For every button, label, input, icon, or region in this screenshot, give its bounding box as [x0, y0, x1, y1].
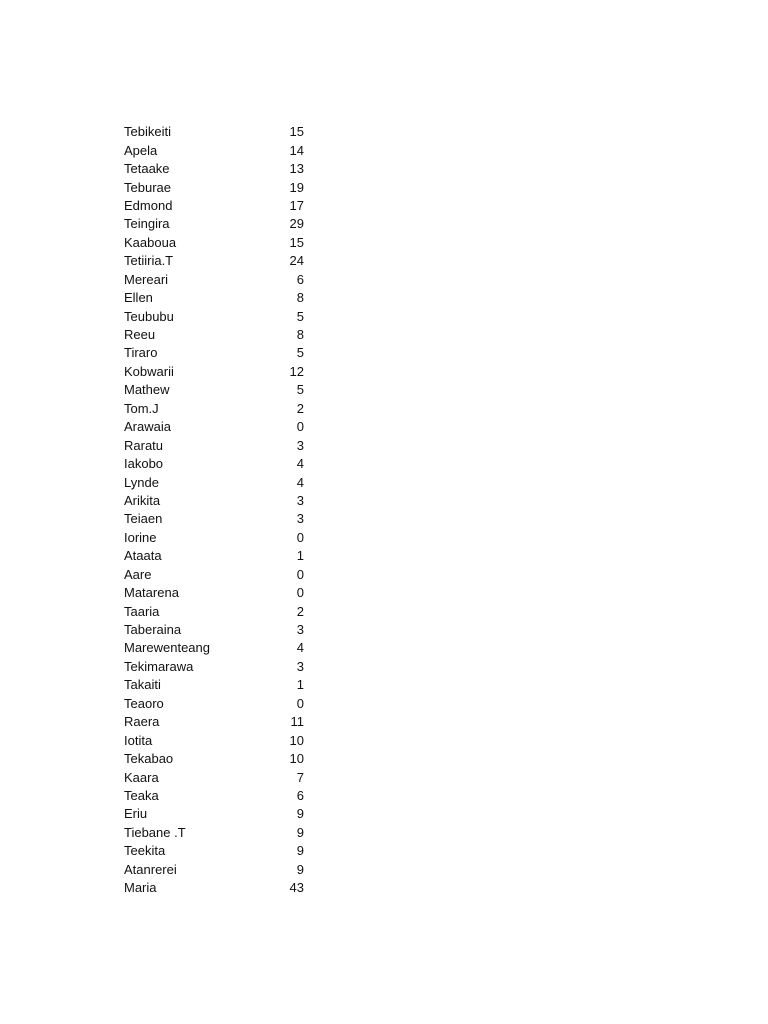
list-row	[124, 695, 308, 713]
row-name: Taaria	[124, 603, 160, 619]
row-value: 13	[289, 161, 304, 177]
row-name: Atanrerei	[124, 861, 177, 877]
row-name: Reeu	[124, 327, 156, 343]
name-value-list	[124, 123, 308, 897]
list-row	[124, 731, 308, 749]
row-name: Kobwarii	[124, 363, 174, 379]
row-name: Taberaina	[124, 622, 182, 638]
list-row	[124, 602, 308, 620]
row-name: Tom.J	[124, 400, 159, 416]
row-value: 43	[289, 880, 304, 896]
row-value: 17	[289, 197, 304, 213]
list-row	[124, 787, 308, 805]
row-value: 9	[296, 843, 304, 859]
row-name: Lynde	[124, 474, 159, 490]
row-name: Mereari	[124, 271, 169, 287]
list-row	[124, 271, 308, 289]
list-row	[124, 879, 308, 897]
row-value: 5	[296, 345, 304, 361]
row-name: Tebikeiti	[124, 124, 171, 140]
row-value: 0	[296, 585, 304, 601]
row-name: Tiebane .T	[124, 824, 186, 840]
row-value: 15	[289, 124, 304, 140]
row-name: Takaiti	[124, 677, 161, 693]
row-value: 8	[296, 290, 304, 306]
row-name: Iakobo	[124, 456, 164, 472]
row-value: 3	[296, 437, 304, 453]
row-value: 7	[296, 769, 304, 785]
row-name: Tetaake	[124, 161, 170, 177]
row-name: Teekita	[124, 843, 166, 859]
row-name: Tetiiria.T	[124, 253, 174, 269]
row-value: 8	[296, 327, 304, 343]
row-value: 10	[289, 732, 304, 748]
row-value: 9	[296, 861, 304, 877]
row-value: 3	[296, 492, 304, 508]
list-row	[124, 418, 308, 436]
row-value: 0	[296, 695, 304, 711]
row-name: Iorine	[124, 529, 157, 545]
list-row	[124, 750, 308, 768]
row-value: 10	[289, 751, 304, 767]
row-name: Teububu	[124, 308, 174, 324]
row-name: Tekimarawa	[124, 658, 194, 674]
row-value: 4	[296, 474, 304, 490]
row-name: Teaoro	[124, 695, 164, 711]
list-row	[124, 197, 308, 215]
row-value: 15	[289, 234, 304, 250]
list-row	[124, 344, 308, 362]
list-row	[124, 160, 308, 178]
row-name: Arikita	[124, 492, 161, 508]
list-row	[124, 455, 308, 473]
row-name: Teingira	[124, 216, 170, 232]
list-row	[124, 326, 308, 344]
row-value: 0	[296, 419, 304, 435]
row-name: Marewenteang	[124, 640, 210, 656]
list-row	[124, 824, 308, 842]
list-row	[124, 584, 308, 602]
list-row	[124, 547, 308, 565]
row-name: Kaara	[124, 769, 159, 785]
row-value: 11	[290, 714, 304, 730]
list-row	[124, 658, 308, 676]
row-name: Raratu	[124, 437, 164, 453]
row-name: Tiraro	[124, 345, 158, 361]
row-name: Eriu	[124, 806, 148, 822]
row-value: 5	[296, 382, 304, 398]
row-name: Matarena	[124, 585, 179, 601]
list-row	[124, 215, 308, 233]
row-value: 6	[296, 787, 304, 803]
list-row	[124, 861, 308, 879]
list-row	[124, 676, 308, 694]
row-name: Ataata	[124, 548, 162, 564]
row-value: 3	[296, 511, 304, 527]
row-value: 1	[296, 548, 304, 564]
row-name: Mathew	[124, 382, 170, 398]
row-value: 12	[289, 363, 304, 379]
row-value: 14	[289, 142, 304, 158]
list-row	[124, 805, 308, 823]
row-name: Arawaia	[124, 419, 171, 435]
row-value: 0	[296, 529, 304, 545]
list-row	[124, 381, 308, 399]
row-value: 4	[296, 640, 304, 656]
row-value: 6	[296, 271, 304, 287]
list-row	[124, 510, 308, 528]
row-value: 2	[296, 603, 304, 619]
row-name: Kaaboua	[124, 234, 177, 250]
row-name: Edmond	[124, 197, 173, 213]
row-name: Raera	[124, 714, 160, 730]
row-value: 0	[296, 566, 304, 582]
row-name: Aare	[124, 566, 152, 582]
list-row	[124, 252, 308, 270]
row-name: Iotita	[124, 732, 153, 748]
list-row	[124, 123, 308, 141]
list-row	[124, 436, 308, 454]
row-name: Teiaen	[124, 511, 163, 527]
row-name: Teaka	[124, 787, 159, 803]
list-row	[124, 566, 308, 584]
list-row	[124, 178, 308, 196]
row-value: 5	[296, 308, 304, 324]
row-value: 24	[289, 253, 304, 269]
row-value: 1	[296, 677, 304, 693]
row-name: Apela	[124, 142, 158, 158]
list-row	[124, 492, 308, 510]
list-row	[124, 400, 308, 418]
row-name: Tekabao	[124, 751, 174, 767]
row-value: 9	[296, 824, 304, 840]
list-row	[124, 307, 308, 325]
list-row	[124, 639, 308, 657]
row-name: Teburae	[124, 179, 171, 195]
list-row	[124, 768, 308, 786]
list-row	[124, 473, 308, 491]
list-row	[124, 289, 308, 307]
row-value: 2	[296, 400, 304, 416]
list-row	[124, 621, 308, 639]
list-row	[124, 141, 308, 159]
row-value: 4	[296, 456, 304, 472]
list-row	[124, 842, 308, 860]
row-name: Ellen	[124, 290, 153, 306]
row-value: 9	[296, 806, 304, 822]
row-value: 3	[296, 658, 304, 674]
list-row	[124, 234, 308, 252]
row-value: 19	[289, 179, 304, 195]
row-value: 29	[289, 216, 304, 232]
row-value: 3	[296, 622, 304, 638]
list-row	[124, 713, 308, 731]
row-name: Maria	[124, 880, 157, 896]
list-row	[124, 363, 308, 381]
list-row	[124, 529, 308, 547]
